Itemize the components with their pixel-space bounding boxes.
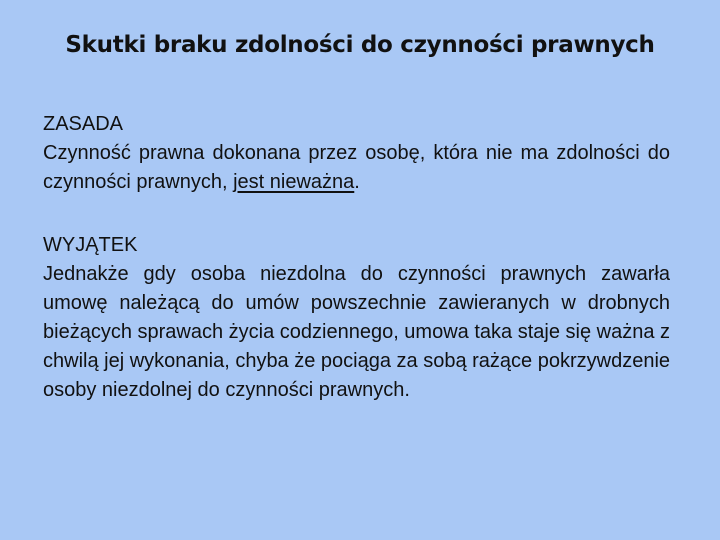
exception-heading: WYJĄTEK xyxy=(43,234,138,256)
exception-paragraph: Jednakże gdy osoba niezdolna do czynności prawnych zawarła umowę należącą do umów powszechnie zawieranych w drobnych bieżących sprawach życia codziennego, umowa taka staje się ważna z chwilą jej wykonania, chyba że pociąga za sobą rażące pokrzywdzenie osoby niezdolnej do czynności prawnych. xyxy=(43,263,671,401)
slide-title: Skutki braku zdolności do czynności prawnych xyxy=(65,32,655,58)
rule-text: Czynność prawna dokonana przez osobę, która nie ma zdolności do czynności prawnych, xyxy=(43,142,670,193)
slide-body xyxy=(43,110,670,405)
rule-paragraph xyxy=(43,139,670,197)
rule-heading: ZASADA xyxy=(43,113,124,135)
rule-text-end: . xyxy=(354,171,360,193)
section-spacer xyxy=(43,197,670,231)
rule-emphasis: jest nieważna xyxy=(233,171,355,193)
